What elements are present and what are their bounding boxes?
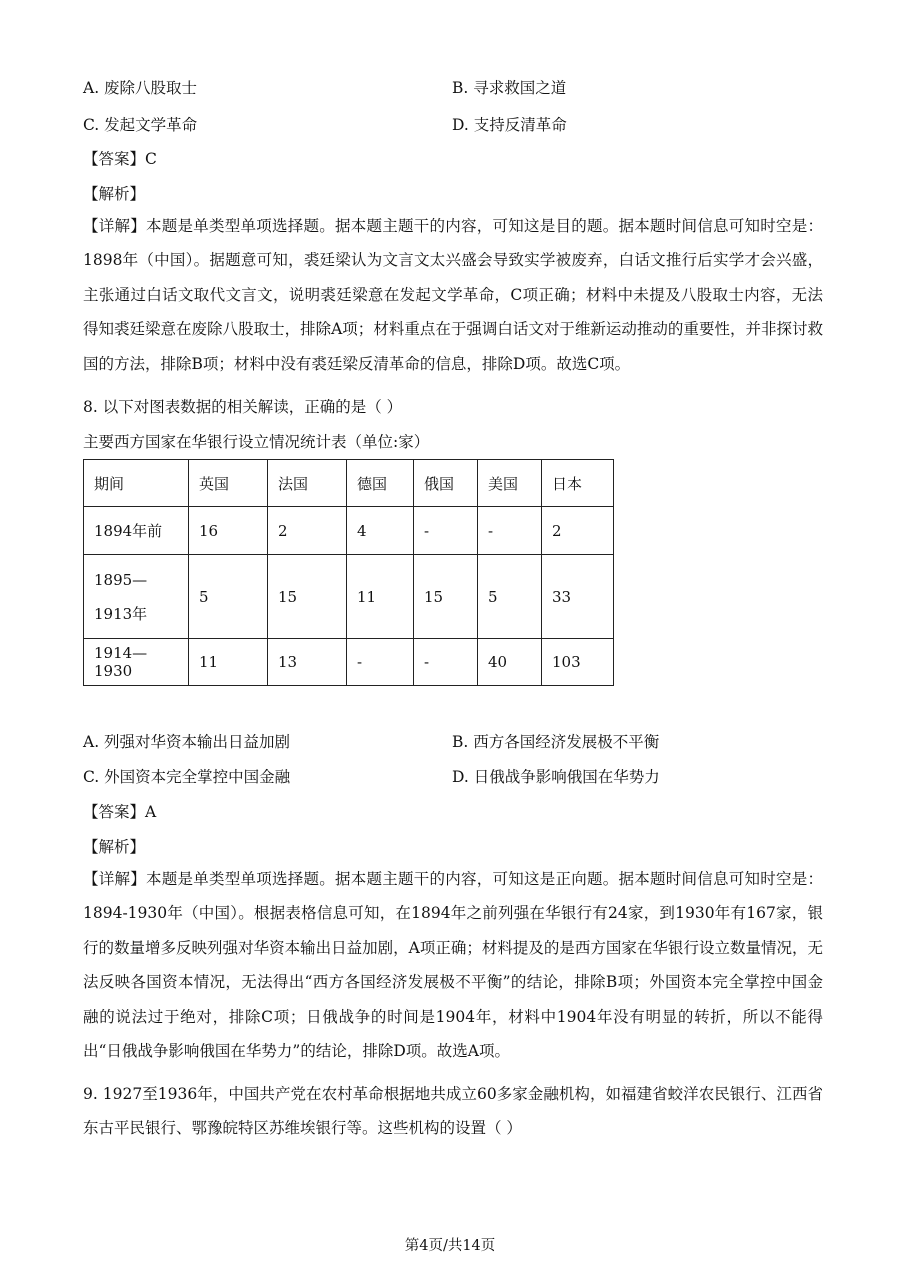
table-cell: 2: [268, 507, 347, 555]
table-cell: 5: [189, 555, 268, 639]
table-cell: 2: [542, 507, 614, 555]
q8-option-d: D. 日俄战争影响俄国在华势力: [452, 768, 660, 786]
table-header-cell: 法国: [268, 460, 347, 507]
q8-option-b: B. 西方各国经济发展极不平衡: [452, 733, 660, 751]
table-cell: 1894年前: [84, 507, 189, 555]
q7-detail: 【详解】本题是单类型单项选择题。据本题主题干的内容，可知这是目的题。据本题时间信息可知时空是：1898年（中国）。据题意可知，裘廷梁认为文言文太兴盛会导致实学被废弃，白话文推行后实学才会兴盛，主张通过白话文取代文言文，说明裘廷梁意在发起文学革命，C项正确；材料中未提及八股取士内容，无法得知裘廷梁意在废除八股取士，排除A项；材料重点在于强调白话文对于维新运动推动的重要性，并非探讨救国的方法，排除B项；材料中没有裘廷梁反清革命的信息，排除D项。故选C项。: [83, 217, 823, 373]
table-row: [84, 639, 614, 686]
q8-detail: 【详解】本题是单类型单项选择题。据本题主题干的内容，可知这是正向题。据本题时间信息可知时空是：1894-1930年（中国）。根据表格信息可知，在1894年之前列强在华银行有24家，到1930年有167家，银行的数量增多反映列强对华资本输出日益加剧，A项正确；材料提及的是西方国家在华银行设立数量情况，无法反映各国资本情况，无法得出“西方各国经济发展极不平衡”的结论，排除B项；外国资本完全掌控中国金融的说法过于绝对，排除C项；日俄战争的时间是1904年，材料中1904年没有明显的转折，所以不能得出“日俄战争影响俄国在华势力”的结论，排除D项。故选A项。: [83, 870, 823, 1061]
table-cell: 1914—1930: [84, 639, 189, 686]
table-cell: 40: [478, 639, 542, 686]
q7-option-d: D. 支持反清革命: [452, 116, 567, 134]
table-cell: -: [478, 507, 542, 555]
table-row: [84, 507, 614, 555]
q8-analysis-label: 【解析】: [83, 838, 146, 856]
q8-table-title: 主要西方国家在华银行设立情况统计表（单位:家）: [83, 433, 430, 451]
table-cell: 4: [347, 507, 414, 555]
q7-answer: 【答案】C: [83, 150, 157, 168]
table-cell: -: [347, 639, 414, 686]
q7-analysis-label: 【解析】: [83, 185, 146, 203]
table-header-cell: 日本: [542, 460, 614, 507]
table-cell: 11: [189, 639, 268, 686]
table-header-cell: 美国: [478, 460, 542, 507]
table-cell: 33: [542, 555, 614, 639]
q7-option-a: A. 废除八股取士: [83, 79, 198, 97]
table-cell: 103: [542, 639, 614, 686]
q7-option-c: C. 发起文学革命: [83, 116, 198, 134]
q7-option-b: B. 寻求救国之道: [452, 79, 567, 97]
q8-option-a: A. 列强对华资本输出日益加剧: [83, 733, 291, 751]
table-cell: 5: [478, 555, 542, 639]
q9-stem: 9. 1927至1936年，中国共产党在农村革命根据地共成立60多家金融机构，如福建省蛟洋农民银行、江西省东古平民银行、鄂豫皖特区苏维埃银行等。这些机构的设置（ ）: [83, 1085, 823, 1138]
table-header-cell: 期间: [84, 460, 189, 507]
table-cell: 1895—1913年: [84, 555, 189, 639]
table-header-row: [84, 460, 614, 507]
table-header-cell: 俄国: [414, 460, 478, 507]
table-cell: 15: [414, 555, 478, 639]
table-header-cell: 英国: [189, 460, 268, 507]
table-cell: -: [414, 639, 478, 686]
q8-option-c: C. 外国资本完全掌控中国金融: [83, 768, 291, 786]
table-cell: -: [414, 507, 478, 555]
q8-answer: 【答案】A: [83, 803, 157, 821]
table-cell: 13: [268, 639, 347, 686]
table-row: [84, 555, 614, 639]
bank-table: [83, 459, 614, 686]
page-footer: 第4页/共14页: [404, 1238, 496, 1254]
table-cell: 11: [347, 555, 414, 639]
table-cell: 15: [268, 555, 347, 639]
table-cell: 16: [189, 507, 268, 555]
q8-stem: 8. 以下对图表数据的相关解读，正确的是（ ）: [83, 398, 403, 416]
table-header-cell: 德国: [347, 460, 414, 507]
